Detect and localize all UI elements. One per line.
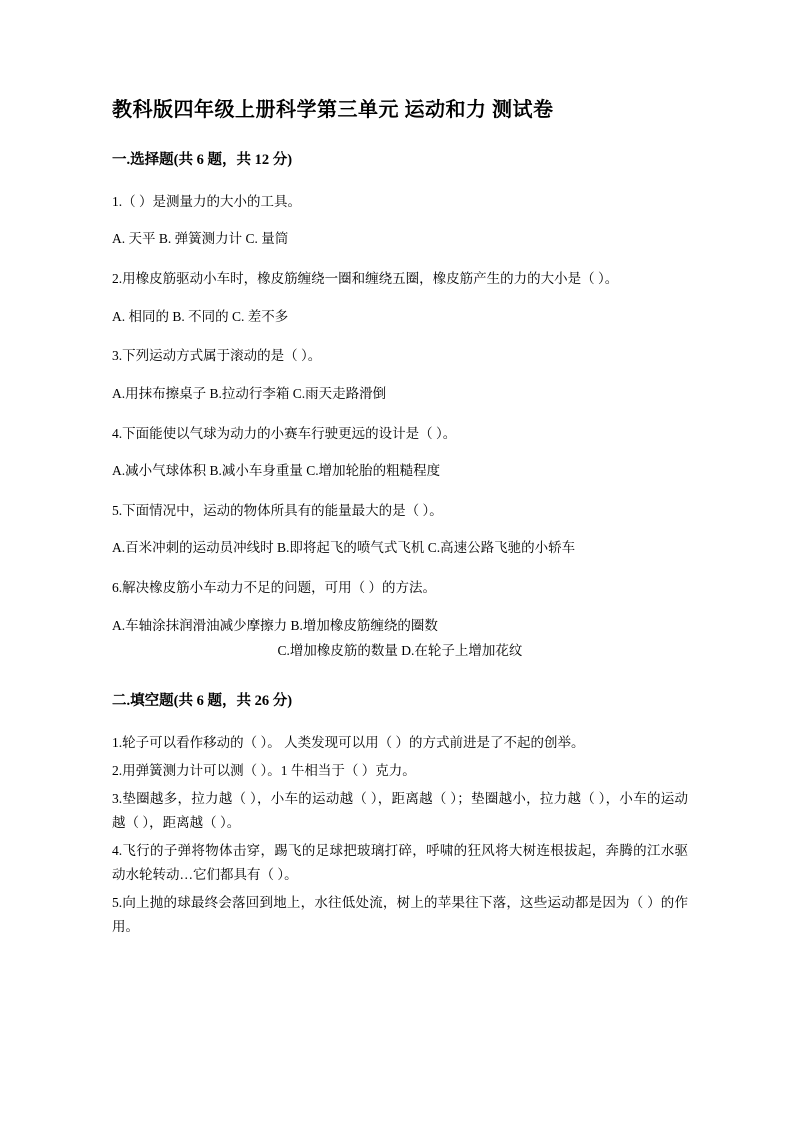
question-options-5: A.百米冲刺的运动员冲线时 B.即将起飞的喷气式飞机 C.高速公路飞驰的小轿车: [112, 540, 576, 556]
fill-item-4: 4.飞行的子弹将物体击穿，踢飞的足球把玻璃打碎，呼啸的狂风将大树连根拔起，奔腾的江水驱动水轮转动…它们都具有（ ）。: [112, 842, 688, 882]
question-stem-6: 6.解决橡皮筋小车动力不足的问题，可用（ ）的方法。: [112, 580, 436, 595]
section-choice-questions: [112, 150, 688, 663]
question-stem-3: 3.下列运动方式属于滚动的是（ ）。: [112, 348, 322, 364]
fill-item-2: 2.用弹簧测力计可以测（ ）。1 牛相当于（ ）克力。: [112, 762, 416, 778]
question-stem-2: 2.用橡皮筋驱动小车时，橡皮筋缠绕一圈和缠绕五圈，橡皮筋产生的力的大小是（ ）。: [112, 271, 619, 286]
section-heading-choice: 一.选择题(共 6 题，共 12 分): [112, 152, 293, 168]
question-stem-1: 1.（ ）是测量力的大小的工具。: [112, 193, 301, 209]
section-heading-fill: 二.填空题(共 6 题，共 26 分): [112, 692, 293, 709]
section-fill-in-blank: [112, 691, 688, 939]
fill-item-5: 5.向上抛的球最终会落回到地上，水往低处流，树上的苹果往下落，这些运动都是因为（ ）的作用。: [112, 894, 688, 934]
question-options-4: A.减小气球体积 B.减小车身重量 C.增加轮胎的粗糙程度: [112, 463, 441, 479]
question-options-1: A. 天平 B. 弹簧测力计 C. 量筒: [112, 231, 289, 247]
fill-item-1: 1.轮子可以看作移动的（ ）。 人类发现可以用（ ）的方式前进是了不起的创举。: [112, 734, 585, 750]
question-options-6-line1: A.车轴涂抹润滑油减少摩擦力 B.增加橡皮筋缠绕的圈数: [112, 617, 438, 633]
question-options-2: A. 相同的 B. 不同的 C. 差不多: [112, 308, 289, 324]
question-stem-5: 5.下面情况中，运动的物体所具有的能量最大的是（ ）。: [112, 502, 443, 518]
page-title: 教科版四年级上册科学第三单元 运动和力 测试卷: [112, 99, 554, 121]
fill-in-blank-list: [112, 731, 688, 939]
question-options-6-line2: C.增加橡皮筋的数量 D.在轮子上增加花纹: [277, 643, 523, 659]
question-stem-4: 4.下面能使以气球为动力的小赛车行驶更远的设计是（ ）。: [112, 425, 457, 441]
question-options-3: A.用抹布擦桌子 B.拉动行李箱 C.雨天走路滑倒: [112, 385, 387, 401]
fill-item-3: 3.垫圈越多，拉力越（ ），小车的运动越（ ），距离越（ ）；垫圈越小，拉力越（ ），小车的运动越（ ），距离越（ ）。: [112, 790, 688, 830]
